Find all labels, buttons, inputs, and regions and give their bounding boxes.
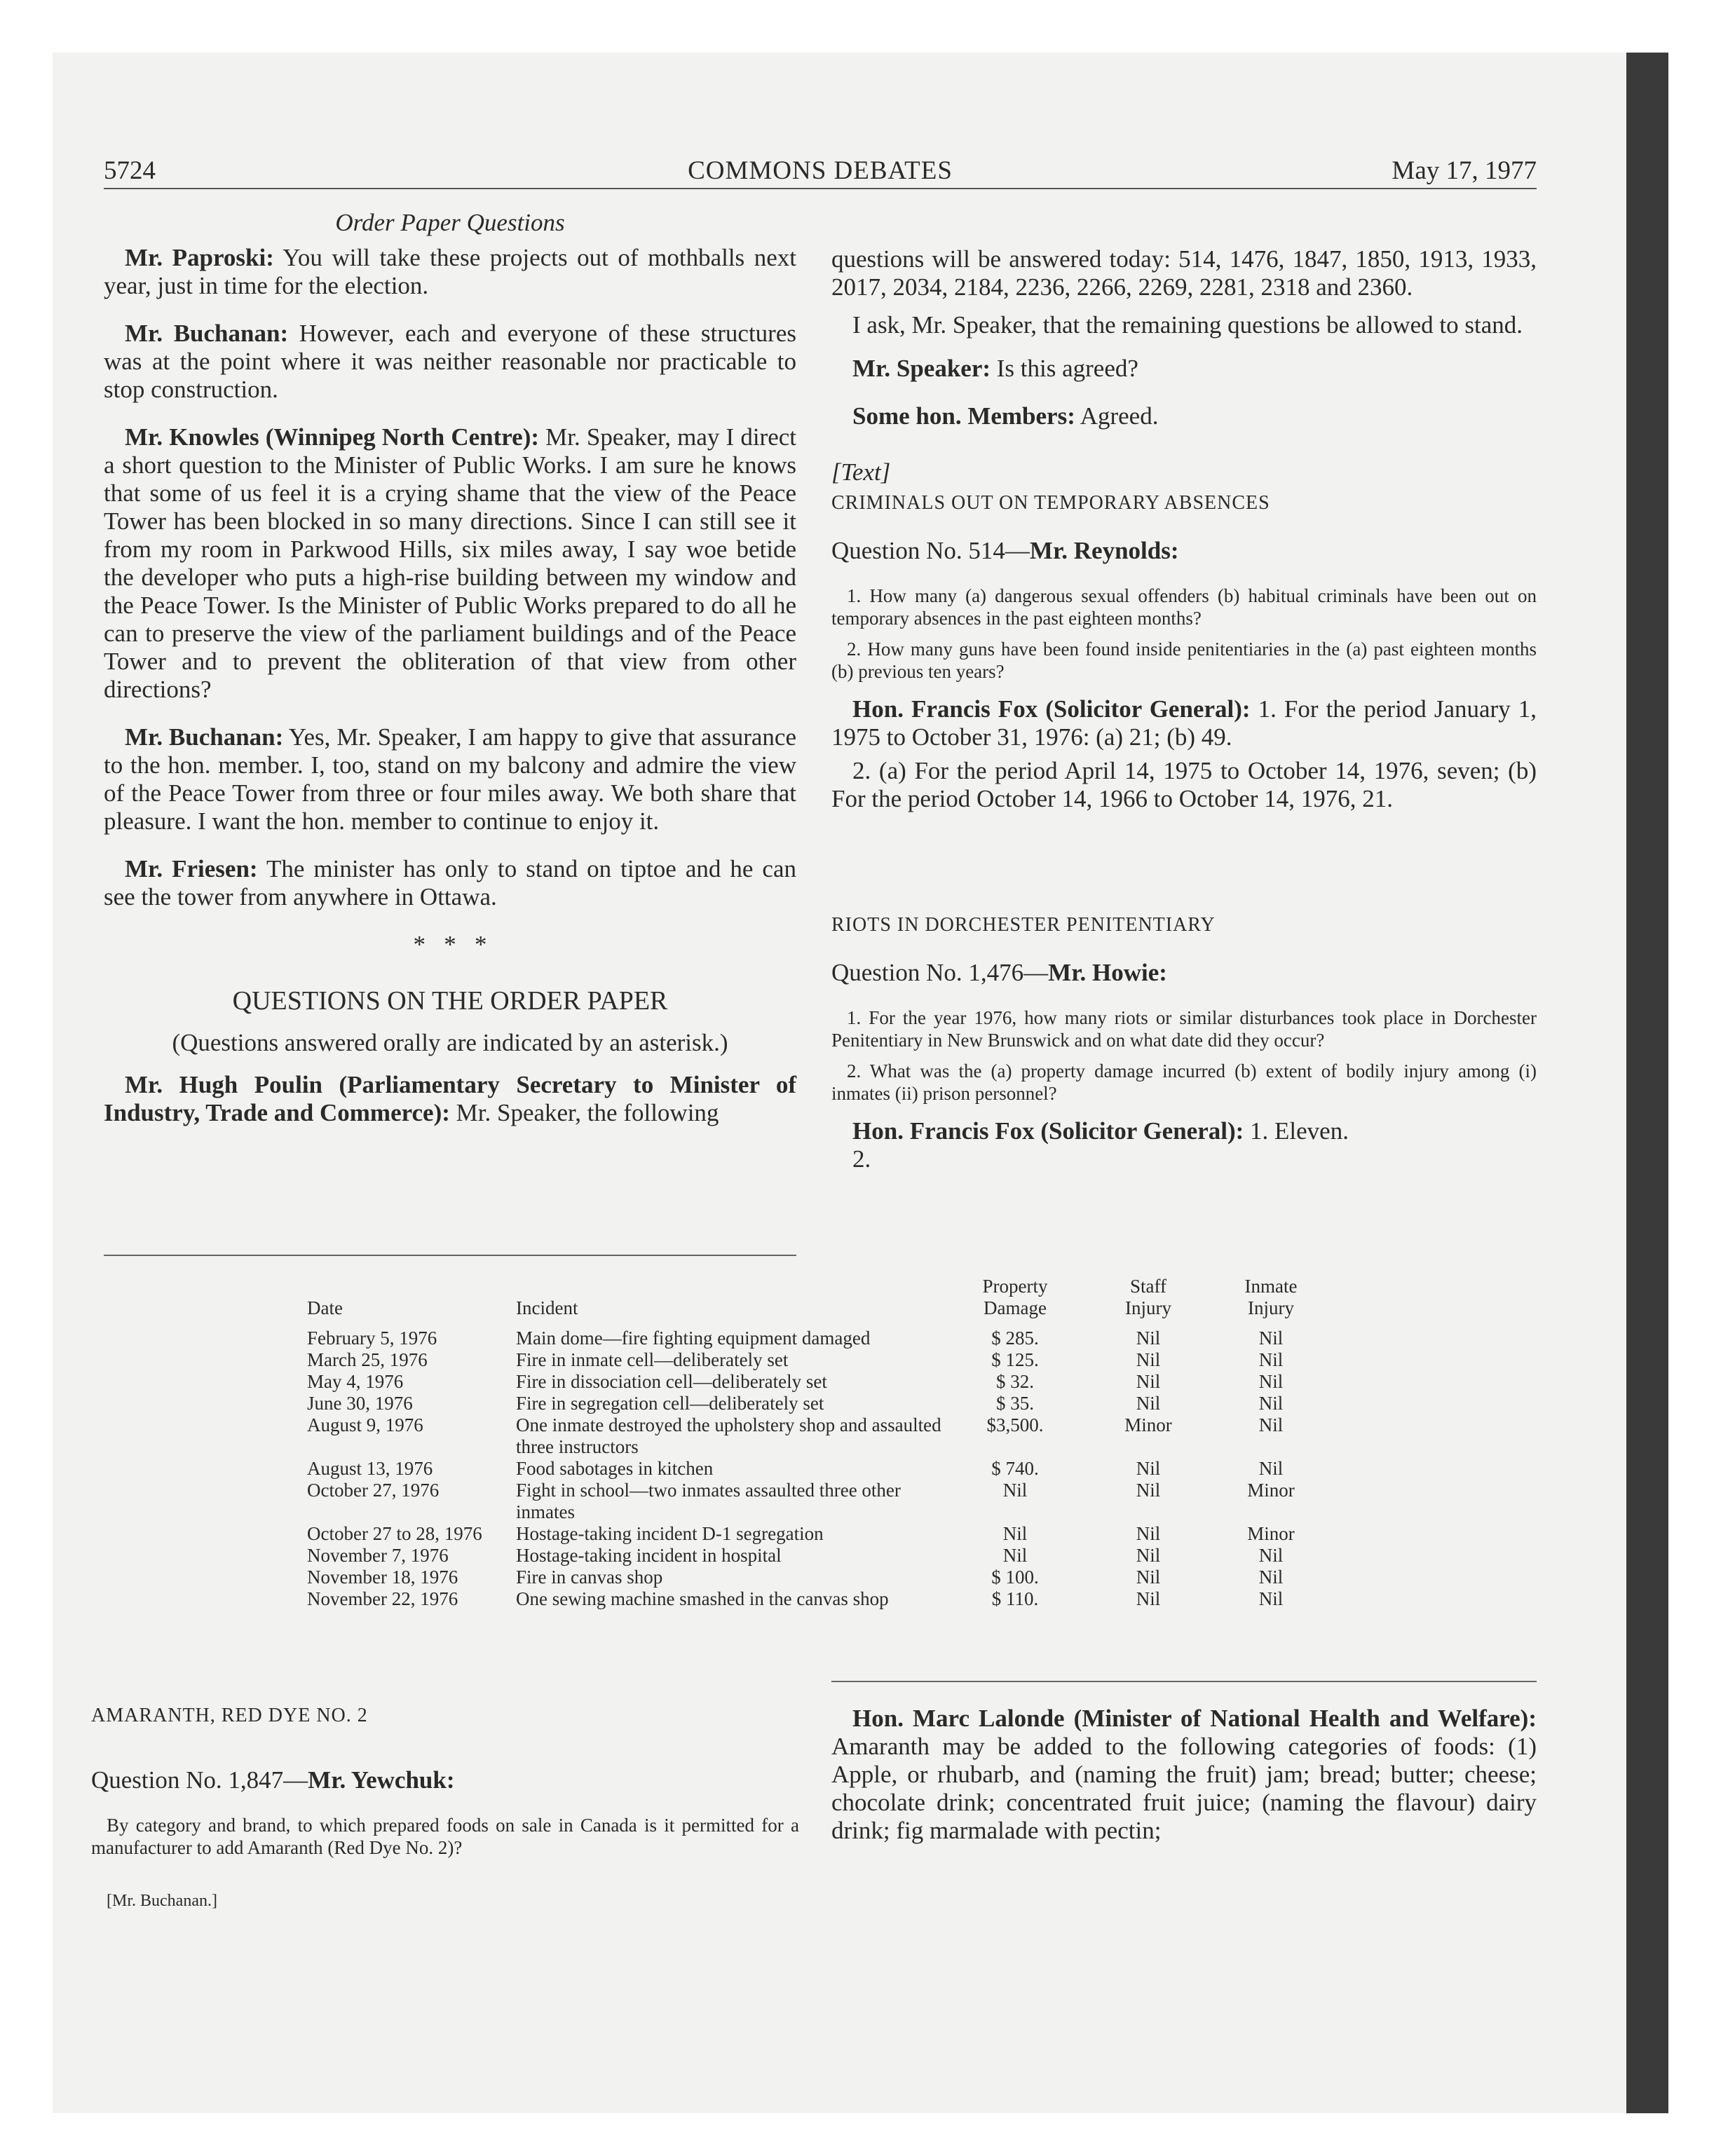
- cell-inmate-injury: Nil: [1258, 1588, 1284, 1609]
- header-inmate-injury: [1211, 1276, 1331, 1328]
- section-note: (Questions answered orally are indicated by an asterisk.): [172, 1029, 728, 1056]
- question-item: 2. What was the (a) property damage incurred (b) extent of bodily injury among (i) inmates (ii) prison personnel?: [831, 1060, 1537, 1104]
- cell-date: October 27, 1976: [307, 1480, 440, 1501]
- section-separator: * * *: [413, 931, 487, 958]
- speaker-name: Hon. Marc Lalonde (Minister of National Health and Welfare):: [852, 1705, 1537, 1732]
- left-column: [104, 209, 796, 1127]
- cell-inmate-injury: Nil: [1258, 1545, 1284, 1566]
- cell-date: August 13, 1976: [307, 1458, 433, 1479]
- table-row: [307, 1523, 1331, 1545]
- speech-text: Agreed.: [1075, 402, 1159, 430]
- speaker-name: Mr. Knowles (Winnipeg North Centre):: [125, 423, 540, 451]
- answer-text: 1. For the period January 1, 1975 to October 31, 1976: (a) 21; (b) 49.: [831, 695, 1537, 751]
- speaker-name: Mr. Buchanan:: [125, 723, 284, 751]
- publication-date: May 17, 1977: [1392, 156, 1537, 185]
- section-rule: [831, 1681, 1537, 1682]
- question-item: 1. For the year 1976, how many riots or similar disturbances took place in Dorchester Penitentiary in New Brunswick and on what date did they occur?: [831, 1007, 1537, 1051]
- cell-inmate-injury: Minor: [1247, 1523, 1295, 1544]
- answer-paragraph: [831, 1117, 1537, 1145]
- header-line: Injury: [1248, 1297, 1294, 1318]
- attribution: [Mr. Buchanan.]: [107, 1892, 217, 1910]
- speaker-name: Mr. Speaker:: [852, 355, 991, 382]
- cell-date: June 30, 1976: [307, 1393, 413, 1414]
- cell-staff-injury: Nil: [1136, 1588, 1161, 1609]
- question-label: Question No. 1,847—: [91, 1766, 308, 1794]
- cell-property-damage: Nil: [1002, 1545, 1028, 1566]
- table-row: [307, 1567, 1331, 1588]
- header-line: Inmate: [1244, 1276, 1298, 1297]
- speech-paragraph: [831, 402, 1537, 430]
- question-title: RIOTS IN DORCHESTER PENITENTIARY: [831, 914, 1216, 936]
- speech-paragraph: [104, 855, 796, 911]
- cell-staff-injury: Nil: [1136, 1545, 1161, 1566]
- speaker-name: Hon. Francis Fox (Solicitor General):: [852, 1117, 1244, 1145]
- table-header-row: [307, 1276, 1331, 1328]
- speech-paragraph: I ask, Mr. Speaker, that the remaining questions be allowed to stand.: [852, 311, 1523, 339]
- table-row: [307, 1349, 1331, 1371]
- cell-incident: Food sabotages in kitchen: [516, 1458, 714, 1479]
- speech-paragraph: [104, 1071, 796, 1127]
- bottom-left-column: [91, 1702, 799, 1920]
- cell-property-damage: $ 100.: [991, 1567, 1039, 1588]
- header-rule: [104, 188, 1537, 189]
- header-line: Staff: [1130, 1276, 1166, 1297]
- cell-property-damage: $ 740.: [991, 1458, 1039, 1479]
- table-row: [307, 1371, 1331, 1393]
- cell-incident: Main dome—fire fighting equipment damaged: [516, 1328, 871, 1349]
- speech-text: You will take these projects out of mothballs next year, just in time for the election.: [104, 244, 796, 299]
- incidents-table: [307, 1276, 1331, 1610]
- answer-paragraph: [831, 695, 1537, 751]
- cell-property-damage: $ 32.: [996, 1371, 1034, 1392]
- cell-staff-injury: Nil: [1136, 1458, 1161, 1479]
- question-items: [831, 1007, 1537, 1105]
- cell-incident: Hostage-taking incident in hospital: [516, 1545, 782, 1566]
- cell-incident: Fire in inmate cell—deliberately set: [516, 1349, 789, 1370]
- cell-inmate-injury: Nil: [1258, 1567, 1284, 1588]
- cell-property-damage: $ 125.: [991, 1349, 1039, 1370]
- cell-staff-injury: Nil: [1136, 1480, 1161, 1501]
- speech-paragraph: [104, 244, 796, 300]
- cell-inmate-injury: Nil: [1258, 1328, 1284, 1349]
- speech-paragraph: [104, 423, 796, 704]
- speech-text: However, each and everyone of these structures was at the point where it was neither reasonable nor practicable to stop construction.: [104, 320, 796, 403]
- speech-text: Mr. Speaker, may I direct a short question to the Minister of Public Works. I am sure he knows that some of us feel it is a crying shame that the view of the Peace Tower has been blocked in so many directions. Since I can still see it from my room in Parkwood Hills, six miles away, I say woe betide the developer who puts a high-rise building between my window and the Peace Tower. Is the Minister of Public Works prepared to do all he can to preserve the view of the parliament buildings and of the Peace Tower and to prevent the obliteration of that view from other directions?: [104, 423, 796, 703]
- bottom-right-column: [831, 1705, 1537, 1864]
- table-row: [307, 1545, 1331, 1567]
- speech-text: Is this agreed?: [991, 355, 1138, 382]
- header-staff-injury: [1085, 1276, 1211, 1328]
- header-line: Property: [982, 1276, 1048, 1297]
- right-column: [831, 245, 1537, 1173]
- cell-inmate-injury: Nil: [1258, 1393, 1284, 1414]
- cell-incident: One sewing machine smashed in the canvas shop: [516, 1588, 889, 1609]
- header-incident: Incident: [516, 1297, 578, 1318]
- cell-inmate-injury: Minor: [1247, 1480, 1295, 1501]
- question-asker: Mr. Yewchuk:: [308, 1766, 455, 1794]
- speech-paragraph: [831, 355, 1537, 383]
- cell-property-damage: Nil: [1002, 1480, 1028, 1501]
- cell-date: February 5, 1976: [307, 1328, 437, 1349]
- table-row: [307, 1458, 1331, 1480]
- section-heading: QUESTIONS ON THE ORDER PAPER: [232, 986, 668, 1016]
- cell-date: November 22, 1976: [307, 1588, 458, 1609]
- answer-text: 1. Eleven.: [1244, 1117, 1349, 1145]
- cell-date: October 27 to 28, 1976: [307, 1523, 482, 1544]
- question-item: 1. How many (a) dangerous sexual offenders (b) habitual criminals have been out on temporary absences in the past eighteen months?: [831, 585, 1537, 629]
- binding-edge: [1626, 53, 1668, 2113]
- question-item: By category and brand, to which prepared foods on sale in Canada is it permitted for a manufacturer to add Amaranth (Red Dye No. 2)?: [91, 1815, 799, 1858]
- header-date: Date: [307, 1297, 343, 1318]
- question-label: Question No. 514—: [831, 537, 1030, 564]
- speaker-name: Mr. Buchanan:: [125, 320, 289, 347]
- speaker-name: Mr. Friesen:: [125, 855, 258, 882]
- cell-incident: Fire in segregation cell—deliberately set: [516, 1393, 824, 1414]
- table-body: [307, 1328, 1331, 1610]
- question-heading: [91, 1766, 799, 1794]
- speaker-name: Mr. Paproski:: [125, 244, 274, 271]
- answer-paragraph: 2. (a) For the period April 14, 1975 to October 14, 1976, seven; (b) For the period October 14, 1966 to October 14, 1976, 21.: [831, 757, 1537, 812]
- section-title: Order Paper Questions: [335, 209, 565, 236]
- speech-text: Mr. Speaker, the following: [449, 1099, 719, 1126]
- cell-staff-injury: Nil: [1136, 1567, 1161, 1588]
- cell-property-damage: $ 285.: [991, 1328, 1039, 1349]
- cell-staff-injury: Nil: [1136, 1393, 1161, 1414]
- cell-staff-injury: Nil: [1136, 1349, 1161, 1370]
- header-line: Injury: [1125, 1297, 1171, 1318]
- speech-text: Yes, Mr. Speaker, I am happy to give that assurance to the hon. member. I, too, stand on my balcony and admire the view of the Peace Tower from three or four miles away. We both share that pleasure. I want the hon. member to continue to enjoy it.: [104, 723, 796, 835]
- answer-paragraph: 2.: [852, 1145, 871, 1173]
- speaker-name: Mr. Hugh Poulin (Parliamentary Secretary to Minister of Industry, Trade and Commerce):: [104, 1071, 796, 1126]
- table-row: [307, 1393, 1331, 1414]
- cell-date: November 7, 1976: [307, 1545, 449, 1566]
- table-row: [307, 1414, 1331, 1458]
- speech-continuation: questions will be answered today: 514, 1476, 1847, 1850, 1913, 1933, 2017, 2034, 2184, 2236, 2266, 2269, 2281, 2318 and 2360.: [831, 245, 1537, 301]
- page-number: 5724: [104, 156, 156, 185]
- cell-date: August 9, 1976: [307, 1414, 423, 1435]
- header-line: Damage: [984, 1297, 1047, 1318]
- question-asker: Mr. Howie:: [1048, 959, 1167, 986]
- page-header: [104, 156, 1537, 191]
- cell-property-damage: $ 35.: [996, 1393, 1034, 1414]
- cell-inmate-injury: Nil: [1258, 1349, 1284, 1370]
- cell-incident: Fire in canvas shop: [516, 1567, 663, 1588]
- cell-staff-injury: Nil: [1136, 1523, 1161, 1544]
- speaker-name: Hon. Francis Fox (Solicitor General):: [852, 695, 1251, 723]
- question-title: AMARANTH, RED DYE NO. 2: [91, 1705, 368, 1726]
- question-item: 2. How many guns have been found inside penitentiaries in the (a) past eighteen months (b) previous ten years?: [831, 639, 1537, 682]
- cell-date: March 25, 1976: [307, 1349, 428, 1370]
- text-marker: [Text]: [831, 458, 891, 486]
- cell-inmate-injury: Nil: [1258, 1371, 1284, 1392]
- cell-incident: Fire in dissociation cell—deliberately set: [516, 1371, 827, 1392]
- question-items: [91, 1814, 799, 1912]
- cell-incident: Fight in school—two inmates assaulted three other inmates: [516, 1480, 901, 1522]
- cell-property-damage: $3,500.: [986, 1414, 1044, 1435]
- cell-staff-injury: Nil: [1136, 1328, 1161, 1349]
- speaker-name: Some hon. Members:: [852, 402, 1075, 430]
- cell-incident: Hostage-taking incident D-1 segregation: [516, 1523, 824, 1544]
- cell-date: November 18, 1976: [307, 1567, 458, 1588]
- question-items: [831, 585, 1537, 683]
- speech-text: The minister has only to stand on tiptoe and he can see the tower from anywhere in Ottawa.: [104, 855, 796, 910]
- cell-inmate-injury: Nil: [1258, 1414, 1284, 1435]
- table-row: [307, 1328, 1331, 1349]
- cell-incident: One inmate destroyed the upholstery shop and assaulted three instructors: [516, 1414, 941, 1457]
- cell-staff-injury: Minor: [1124, 1414, 1172, 1435]
- cell-property-damage: Nil: [1002, 1523, 1028, 1544]
- table-row: [307, 1480, 1331, 1523]
- column-end-rule: [104, 1255, 796, 1256]
- cell-property-damage: $ 110.: [991, 1588, 1039, 1609]
- publication-title: COMMONS DEBATES: [688, 156, 953, 185]
- question-label: Question No. 1,476—: [831, 959, 1049, 986]
- table-row: [307, 1588, 1331, 1610]
- answer-paragraph: [831, 1705, 1537, 1845]
- question-heading: [831, 537, 1537, 565]
- speech-paragraph: [104, 320, 796, 404]
- header-property-damage: [945, 1276, 1085, 1328]
- question-asker: Mr. Reynolds:: [1029, 537, 1179, 564]
- cell-date: May 4, 1976: [307, 1371, 404, 1392]
- cell-staff-injury: Nil: [1136, 1371, 1161, 1392]
- answer-text: Amaranth may be added to the following categories of foods: (1) Apple, or rhubarb, and (naming the fruit) jam; bread; butter; cheese; chocolate drink; concentrated fruit juice; (naming the flavour) dairy drink; fig marmalade with pectin;: [831, 1733, 1537, 1844]
- question-heading: [831, 959, 1537, 987]
- speech-paragraph: [104, 723, 796, 835]
- question-title: CRIMINALS OUT ON TEMPORARY ABSENCES: [831, 492, 1270, 514]
- cell-inmate-injury: Nil: [1258, 1458, 1284, 1479]
